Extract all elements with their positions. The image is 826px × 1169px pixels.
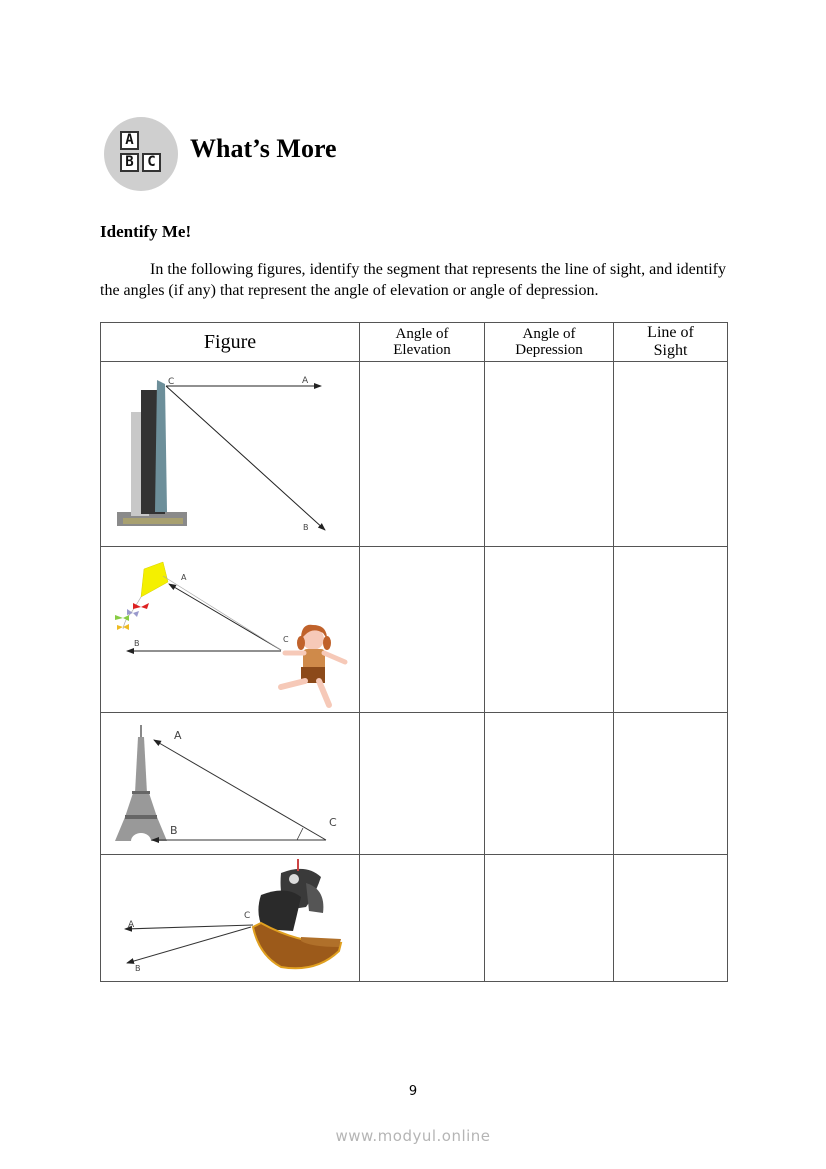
- cell-line-of-sight[interactable]: [614, 713, 728, 855]
- identify-table: [100, 322, 728, 982]
- ray-ca: [169, 584, 281, 650]
- header-elevation: [360, 323, 485, 362]
- cell-depression[interactable]: [485, 713, 614, 855]
- cell-depression[interactable]: [485, 855, 614, 982]
- activity-instructions: [100, 259, 726, 301]
- header-depression-line2: Depression: [515, 342, 583, 358]
- label-b: B: [135, 964, 141, 973]
- instructions-text: In the following figures, identify the segment that represents the line of sight, and identify the angles (if any) that represent the angle of elevation or angle of depression.: [100, 261, 726, 299]
- eiffel-diagram: [101, 713, 359, 854]
- girl-icon: [281, 625, 345, 705]
- logo-block-a: A: [120, 131, 139, 150]
- figure-kite: [101, 547, 360, 713]
- building-icon: [117, 380, 187, 526]
- header-depression-line1: Angle of: [522, 326, 576, 342]
- label-b: B: [170, 824, 178, 837]
- building-diagram: [101, 362, 359, 546]
- figure-eiffel: [101, 713, 360, 855]
- kite-string: [163, 576, 281, 650]
- table-row: [101, 713, 728, 855]
- label-a: A: [174, 729, 182, 742]
- ray-cb: [127, 927, 251, 963]
- logo-block-c: C: [142, 153, 161, 172]
- label-b: B: [134, 639, 140, 648]
- header-line-of-sight: [614, 323, 728, 362]
- table-header-row: [101, 323, 728, 362]
- header-elevation-line2: Elevation: [393, 342, 451, 358]
- cell-depression[interactable]: [485, 362, 614, 547]
- ray-ca: [154, 740, 326, 840]
- cell-line-of-sight[interactable]: [614, 362, 728, 547]
- watermark: www.modyul.online: [335, 1127, 491, 1145]
- pirate-ship-icon: [253, 859, 341, 968]
- table-row: [101, 855, 728, 982]
- cell-line-of-sight[interactable]: [614, 547, 728, 713]
- kite-diagram: [101, 547, 359, 712]
- kite-icon: [115, 562, 168, 630]
- ray-ca: [125, 925, 253, 929]
- figure-ship: [101, 855, 360, 982]
- page-number: 9: [408, 1084, 418, 1099]
- figure-building: [101, 362, 360, 547]
- header-sight-line1: Line of: [647, 324, 694, 341]
- section-title: What’s More: [190, 134, 337, 163]
- table-row: [101, 362, 728, 547]
- cell-elevation[interactable]: [360, 547, 485, 713]
- label-a: A: [128, 920, 135, 930]
- label-a: A: [302, 376, 309, 386]
- table-row: [101, 547, 728, 713]
- label-a: A: [181, 573, 187, 582]
- cell-elevation[interactable]: [360, 362, 485, 547]
- label-c: C: [283, 635, 289, 644]
- label-c: C: [244, 911, 251, 921]
- label-b: B: [303, 523, 309, 532]
- header-sight-line2: Sight: [653, 342, 688, 359]
- cell-line-of-sight[interactable]: [614, 855, 728, 982]
- header-elevation-line1: Angle of: [395, 326, 449, 342]
- header-depression: [485, 323, 614, 362]
- activity-subtitle: Identify Me!: [100, 222, 192, 241]
- label-c: C: [329, 816, 337, 829]
- ship-diagram: [101, 855, 359, 981]
- cell-elevation[interactable]: [360, 713, 485, 855]
- cell-depression[interactable]: [485, 547, 614, 713]
- ray-cb: [166, 386, 325, 530]
- abc-blocks-logo: [104, 117, 178, 191]
- header-figure: Figure: [101, 323, 360, 362]
- angle-mark: [297, 828, 303, 840]
- logo-block-b: B: [120, 153, 139, 172]
- cell-elevation[interactable]: [360, 855, 485, 982]
- label-c: C: [168, 377, 175, 387]
